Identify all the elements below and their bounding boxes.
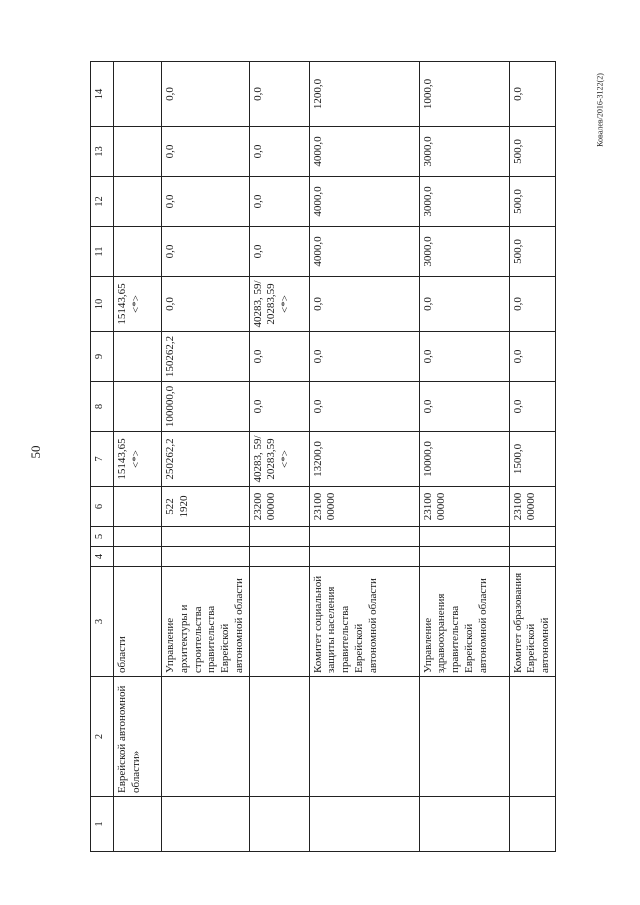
table-cell: 0,0 xyxy=(509,332,555,382)
column-header: 6 xyxy=(91,487,114,527)
table-cell: области xyxy=(114,567,162,677)
column-header: 5 xyxy=(91,527,114,547)
table-cell: Комитет социальной защиты населения правительства Еврейской автономной области xyxy=(309,567,419,677)
table-cell: 500,0 xyxy=(509,177,555,227)
document-code: Ковалев/2016-3122(2) xyxy=(595,73,605,147)
table-cell xyxy=(309,797,419,852)
table-row xyxy=(162,62,250,852)
table-cell xyxy=(114,62,162,127)
column-header: 9 xyxy=(91,332,114,382)
table-cell xyxy=(309,547,419,567)
column-header: 14 xyxy=(91,62,114,127)
table-cell: 3000,0 xyxy=(419,127,509,177)
column-header: 1 xyxy=(91,797,114,852)
table-cell: 0,0 xyxy=(249,177,309,227)
table-cell xyxy=(249,547,309,567)
table-cell: 500,0 xyxy=(509,227,555,277)
table-header-row xyxy=(91,62,114,852)
table-cell xyxy=(114,797,162,852)
column-header: 4 xyxy=(91,547,114,567)
table-cell xyxy=(509,527,555,547)
table-cell: 522 1920 xyxy=(162,487,250,527)
column-header: 11 xyxy=(91,227,114,277)
table-row xyxy=(509,62,555,852)
table-row xyxy=(249,62,309,852)
table-cell: 4000,0 xyxy=(309,227,419,277)
table-row xyxy=(419,62,509,852)
table-cell: Еврейской автономной области» xyxy=(114,677,162,797)
table-cell: 500,0 xyxy=(509,127,555,177)
table-cell: 23100 00000 xyxy=(309,487,419,527)
table-cell xyxy=(309,527,419,547)
table-cell: 0,0 xyxy=(419,332,509,382)
table-container xyxy=(90,62,551,852)
table-cell: 0,0 xyxy=(249,332,309,382)
table-cell: 0,0 xyxy=(162,177,250,227)
table-cell: 13200,0 xyxy=(309,432,419,487)
table-cell: 0,0 xyxy=(419,382,509,432)
table-cell: 3000,0 xyxy=(419,227,509,277)
table-row xyxy=(114,62,162,852)
table-cell xyxy=(419,797,509,852)
table-cell xyxy=(309,677,419,797)
table-cell: 1000,0 xyxy=(419,62,509,127)
column-header: 2 xyxy=(91,677,114,797)
table-cell xyxy=(114,177,162,227)
column-header: 3 xyxy=(91,567,114,677)
table-cell: 4000,0 xyxy=(309,177,419,227)
table-cell: 0,0 xyxy=(249,382,309,432)
table-cell xyxy=(114,547,162,567)
table-cell: 100000,0 xyxy=(162,382,250,432)
table-cell xyxy=(509,797,555,852)
table-cell: 0,0 xyxy=(162,62,250,127)
table-cell xyxy=(162,547,250,567)
table-cell xyxy=(419,677,509,797)
rotated-table-frame xyxy=(90,62,551,852)
table-cell: 0,0 xyxy=(249,227,309,277)
table-cell: 4000,0 xyxy=(309,127,419,177)
table-cell: 0,0 xyxy=(509,382,555,432)
table-cell: 0,0 xyxy=(509,277,555,332)
table-cell xyxy=(509,547,555,567)
budget-table xyxy=(90,61,556,852)
table-cell: Комитет образования Еврейской автономной xyxy=(509,567,555,677)
table-cell: 0,0 xyxy=(309,332,419,382)
table-cell xyxy=(114,127,162,177)
table-cell xyxy=(162,797,250,852)
table-cell: Управление здравоохранения правительства Еврейской автономной области xyxy=(419,567,509,677)
table-cell: 10000,0 xyxy=(419,432,509,487)
table-cell: 15143,65 <*> xyxy=(114,277,162,332)
page-number: 50 xyxy=(28,445,43,459)
table-cell xyxy=(249,567,309,677)
table-cell xyxy=(249,527,309,547)
table-cell: 0,0 xyxy=(162,127,250,177)
table-row xyxy=(309,62,419,852)
table-cell: 23100 00000 xyxy=(509,487,555,527)
table-cell xyxy=(419,527,509,547)
column-header: 8 xyxy=(91,382,114,432)
table-cell: 150262,2 xyxy=(162,332,250,382)
table-cell xyxy=(162,527,250,547)
table-cell: 0,0 xyxy=(309,277,419,332)
table-cell: 40283, 59/ 20283,59 <*> xyxy=(249,432,309,487)
table-cell xyxy=(249,797,309,852)
table-cell: 250262,2 xyxy=(162,432,250,487)
table-cell xyxy=(419,547,509,567)
table-cell xyxy=(114,487,162,527)
table-cell: 3000,0 xyxy=(419,177,509,227)
table-cell: 23200 00000 xyxy=(249,487,309,527)
table-cell: 0,0 xyxy=(162,227,250,277)
table-cell: 40283, 59/ 20283,59 <*> xyxy=(249,277,309,332)
table-cell: 0,0 xyxy=(309,382,419,432)
table-cell: 0,0 xyxy=(249,127,309,177)
table-cell: 0,0 xyxy=(509,62,555,127)
table-cell xyxy=(509,677,555,797)
column-header: 10 xyxy=(91,277,114,332)
column-header: 7 xyxy=(91,432,114,487)
column-header: 13 xyxy=(91,127,114,177)
table-cell xyxy=(114,227,162,277)
table-cell xyxy=(249,677,309,797)
table-cell xyxy=(114,527,162,547)
table-cell xyxy=(162,677,250,797)
table-cell: 0,0 xyxy=(249,62,309,127)
column-header: 12 xyxy=(91,177,114,227)
table-cell: Управление архитектуры и строительства правительства Еврейской автономной области xyxy=(162,567,250,677)
table-cell: 0,0 xyxy=(162,277,250,332)
table-cell: 0,0 xyxy=(419,277,509,332)
table-cell: 1500,0 xyxy=(509,432,555,487)
table-cell xyxy=(114,382,162,432)
table-cell xyxy=(114,332,162,382)
table-cell: 1200,0 xyxy=(309,62,419,127)
table-cell: 15143,65 <*> xyxy=(114,432,162,487)
table-cell: 23100 00000 xyxy=(419,487,509,527)
